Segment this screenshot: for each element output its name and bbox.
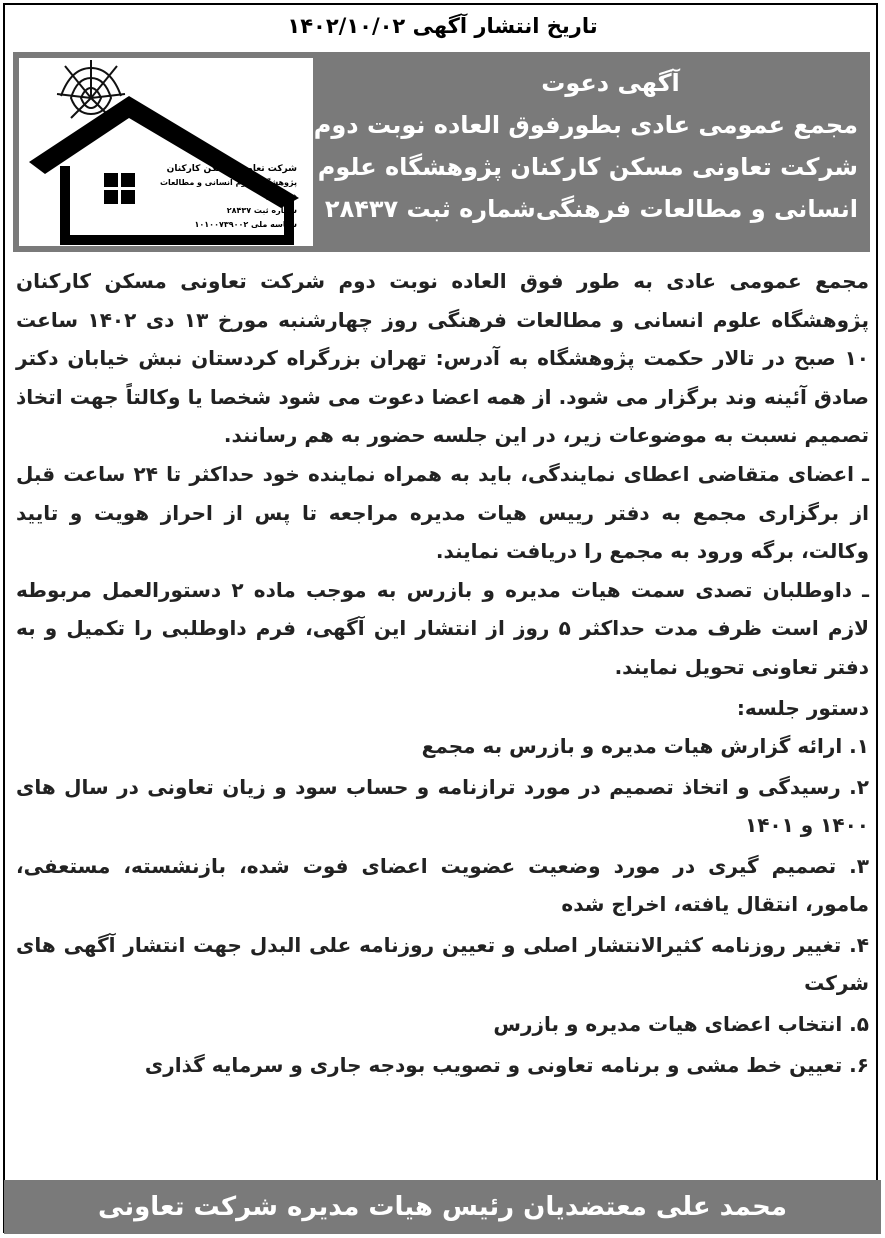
agenda-title: دستور جلسه: (736, 695, 869, 720)
header-banner (13, 52, 870, 252)
body-paragraph-proxy: ـ اعضای متقاضی اعطای نمایندگی، باید به همراه نماینده خود حداکثر تا ۲۴ ساعت قبل از برگزاری مجمع به دفتر رییس هیات مدیره مراجعه تا پس از احراز هویت و تایید وکالت، برگه ورود به مجمع را دریافت نمایند. (16, 461, 869, 564)
company-logo (19, 58, 313, 246)
footer-signature: محمد علی معتضدیان رئیس هیات مدیره شرکت تعاونی (4, 1180, 881, 1234)
agenda-list (16, 727, 869, 1084)
agenda-item: ۶. تعیین خط مشی و برنامه تعاونی و تصویب بودجه جاری و سرمایه گذاری (144, 1052, 869, 1077)
logo-name-line1: شرکت تعاونی مسکن کارکنان (166, 164, 297, 174)
agenda-item: ۲. رسیدگی و اتخاذ تصمیم در مورد ترازنامه و حساب سود و زیان تعاونی در سال های ۱۴۰۰ و ۱۴۰۱ (16, 774, 869, 837)
agenda-item: ۴. تغییر روزنامه کثیرالانتشار اصلی و تعیین روزنامه علی البدل جهت انتشار آگهی های شرکت (16, 932, 869, 995)
logo-national-id: شناسه ملی ۱۰۱۰۰۷۳۹۰۰۲ (194, 220, 297, 229)
company-name-line2: انسانی و مطالعات فرهنگی‌شماره ثبت ۲۸۴۳۷ (324, 195, 858, 223)
header-titles (313, 62, 858, 230)
agenda-item: ۳. تصمیم گیری در مورد وضعیت عضویت اعضای فوت شده، بازنشسته، مستعفی، مامور، انتقال یافته، اخراج شده (16, 853, 869, 916)
notice-title: آگهی دعوت (541, 69, 680, 97)
body-paragraph-candidates: ـ داوطلبان تصدی سمت هیات مدیره و بازرس به موجب ماده ۲ دستورالعمل مربوطه لازم است ظرف مدت حداکثر ۵ روز از انتشار این آگهی، فرم داوطلبی را تکمیل و به دفتر تعاونی تحویل نمایند. (16, 577, 870, 679)
agenda-item: ۱. ارائه گزارش هیات مدیره و بازرس به مجمع (421, 733, 869, 758)
notice-subtitle: مجمع عمومی عادی بطورفوق العاده نوبت دوم (313, 111, 858, 139)
notice-body (16, 262, 869, 1087)
logo-name-line2: پژوهشگاه علوم انسانی و مطالعات فرهنگی (159, 178, 297, 201)
window-icon (104, 173, 135, 204)
body-paragraph-intro: مجمع عمومی عادی به طور فوق العاده نوبت دوم شرکت تعاونی مسکن کارکنان پژوهشگاه علوم انسانی و مطالعات فرهنگی روز چهارشنبه مورخ ۱۳ دی ۱۴۰۲ ساعت ۱۰ صبح در تالار حکمت پژوهشگاه به آدرس: تهران بزرگراه کردستان نبش خیابان دکتر صادق آئینه وند برگزار می شود. از همه اعضا دعوت می شود شخصا یا وکالتاً جهت اتخاذ تصمیم نسبت به موضوعات زیر، در این جلسه حضور به هم رسانند. (16, 269, 869, 448)
publish-date: تاریخ انتشار آگهی ۱۴۰۲/۱۰/۰۲ (287, 14, 598, 38)
logo-reg-number: شماره ثبت ۲۸۴۳۷ (226, 206, 297, 215)
agenda-item: ۵. انتخاب اعضای هیات مدیره و بازرس (493, 1011, 869, 1036)
company-name-line1: شرکت تعاونی مسکن کارکنان پژوهشگاه علوم (317, 153, 858, 181)
